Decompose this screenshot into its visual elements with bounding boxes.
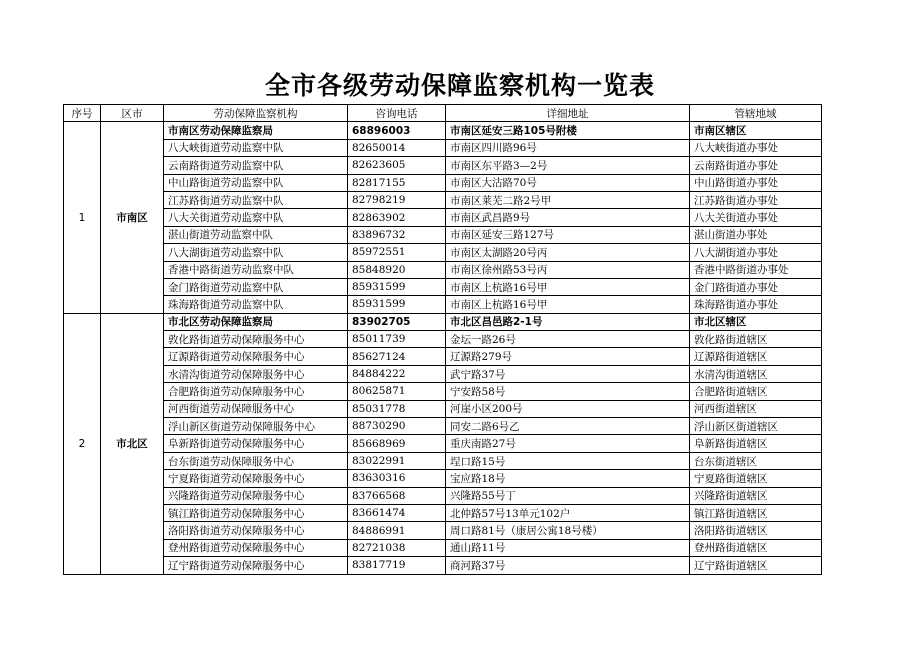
cell-address: 市南区东平路3—2号 <box>446 157 690 174</box>
table-body <box>64 122 822 574</box>
table-row <box>64 383 822 400</box>
cell-address: 商河路37号 <box>446 557 690 574</box>
cell-org: 辽源路街道劳动保障服务中心 <box>164 348 348 365</box>
cell-phone: 85931599 <box>348 278 446 295</box>
cell-org: 合肥路街道劳动保障服务中心 <box>164 383 348 400</box>
header-no: 序号 <box>64 105 101 122</box>
cell-area: 湛山街道办事处 <box>690 226 822 243</box>
cell-org: 珠海路街道劳动监察中队 <box>164 296 348 313</box>
page-title: 全市各级劳动保障监察机构一览表 <box>264 71 655 100</box>
cell-org: 登州路街道劳动保障服务中心 <box>164 539 348 556</box>
table-row <box>64 244 822 261</box>
cell-address: 市南区莱芜二路2号甲 <box>446 191 690 208</box>
group-number: 1 <box>64 122 101 313</box>
cell-area: 水清沟街道辖区 <box>690 365 822 382</box>
cell-area: 八大峡街道办事处 <box>690 139 822 156</box>
cell-org: 市南区劳动保障监察局 <box>164 122 348 139</box>
cell-area: 江苏路街道办事处 <box>690 191 822 208</box>
cell-phone: 85031778 <box>348 400 446 417</box>
table-row <box>64 470 822 487</box>
cell-address: 宁安路58号 <box>446 383 690 400</box>
cell-area: 香港中路街道办事处 <box>690 261 822 278</box>
table-row <box>64 435 822 452</box>
cell-org: 敦化路街道劳动保障服务中心 <box>164 331 348 348</box>
cell-phone: 82623605 <box>348 157 446 174</box>
cell-org: 金门路街道劳动监察中队 <box>164 278 348 295</box>
cell-address: 辽源路279号 <box>446 348 690 365</box>
cell-org: 河西街道劳动保障服务中心 <box>164 400 348 417</box>
table-row <box>64 522 822 539</box>
cell-org: 八大湖街道劳动监察中队 <box>164 244 348 261</box>
cell-org: 云南路街道劳动监察中队 <box>164 157 348 174</box>
cell-org: 江苏路街道劳动监察中队 <box>164 191 348 208</box>
cell-org: 水清沟街道劳动保障服务中心 <box>164 365 348 382</box>
cell-area: 八大关街道办事处 <box>690 209 822 226</box>
cell-address: 重庆南路27号 <box>446 435 690 452</box>
cell-org: 中山路街道劳动监察中队 <box>164 174 348 191</box>
cell-org: 镇江路街道劳动保障服务中心 <box>164 504 348 521</box>
cell-phone: 85972551 <box>348 244 446 261</box>
cell-area: 辽源路街道辖区 <box>690 348 822 365</box>
cell-org: 香港中路街道劳动监察中队 <box>164 261 348 278</box>
table-row <box>64 296 822 313</box>
cell-area: 金门路街道办事处 <box>690 278 822 295</box>
header-area: 管辖地域 <box>690 105 822 122</box>
cell-phone: 82721038 <box>348 539 446 556</box>
cell-phone: 83022991 <box>348 452 446 469</box>
table-row <box>64 557 822 574</box>
cell-address: 同安二路6号乙 <box>446 418 690 435</box>
cell-org: 洛阳路街道劳动保障服务中心 <box>164 522 348 539</box>
cell-area: 宁夏路街道辖区 <box>690 470 822 487</box>
table-row <box>64 209 822 226</box>
cell-area: 登州路街道辖区 <box>690 539 822 556</box>
cell-phone: 82650014 <box>348 139 446 156</box>
table-row <box>64 539 822 556</box>
table-row <box>64 348 822 365</box>
table-row <box>64 261 822 278</box>
cell-org: 台东街道劳动保障服务中心 <box>164 452 348 469</box>
header-phone: 咨询电话 <box>348 105 446 122</box>
cell-address: 市南区太湖路20号丙 <box>446 244 690 261</box>
cell-address: 周口路81号（康居公寓18号楼） <box>446 522 690 539</box>
cell-phone: 85848920 <box>348 261 446 278</box>
table-row <box>64 365 822 382</box>
table-row <box>64 504 822 521</box>
cell-phone: 83817719 <box>348 557 446 574</box>
table-row <box>64 191 822 208</box>
table-row <box>64 122 822 139</box>
cell-address: 宝应路18号 <box>446 470 690 487</box>
cell-phone: 85627124 <box>348 348 446 365</box>
cell-area: 镇江路街道辖区 <box>690 504 822 521</box>
cell-org: 八大峡街道劳动监察中队 <box>164 139 348 156</box>
table-row <box>64 487 822 504</box>
cell-area: 河西街道辖区 <box>690 400 822 417</box>
cell-address: 市南区武昌路9号 <box>446 209 690 226</box>
cell-address: 武宁路37号 <box>446 365 690 382</box>
cell-address: 金坛一路26号 <box>446 331 690 348</box>
cell-org: 八大关街道劳动监察中队 <box>164 209 348 226</box>
cell-address: 市南区延安三路127号 <box>446 226 690 243</box>
cell-phone: 83902705 <box>348 313 446 330</box>
table-row <box>64 418 822 435</box>
cell-area: 市北区辖区 <box>690 313 822 330</box>
cell-phone: 83630316 <box>348 470 446 487</box>
table-row <box>64 157 822 174</box>
table-header-row <box>64 105 822 122</box>
group-number: 2 <box>64 313 101 574</box>
group-district: 市北区 <box>101 313 164 574</box>
cell-area: 云南路街道办事处 <box>690 157 822 174</box>
cell-org: 宁夏路街道劳动保障服务中心 <box>164 470 348 487</box>
table-row <box>64 452 822 469</box>
cell-org: 兴隆路街道劳动保障服务中心 <box>164 487 348 504</box>
table-row <box>64 226 822 243</box>
cell-area: 洛阳路街道辖区 <box>690 522 822 539</box>
cell-phone: 88730290 <box>348 418 446 435</box>
cell-area: 中山路街道办事处 <box>690 174 822 191</box>
cell-address: 市南区徐州路53号丙 <box>446 261 690 278</box>
table-row <box>64 139 822 156</box>
cell-address: 市北区昌邑路2-1号 <box>446 313 690 330</box>
table-row <box>64 400 822 417</box>
cell-address: 埕口路15号 <box>446 452 690 469</box>
cell-address: 市南区延安三路105号附楼 <box>446 122 690 139</box>
cell-address: 市南区上杭路16号甲 <box>446 296 690 313</box>
table-row <box>64 313 822 330</box>
cell-area: 敦化路街道辖区 <box>690 331 822 348</box>
cell-phone: 85931599 <box>348 296 446 313</box>
cell-address: 北仲路57号13单元102户 <box>446 504 690 521</box>
cell-phone: 83661474 <box>348 504 446 521</box>
cell-address: 通山路11号 <box>446 539 690 556</box>
table-row <box>64 331 822 348</box>
cell-address: 市南区大沽路70号 <box>446 174 690 191</box>
supervision-table <box>63 104 822 575</box>
cell-address: 河崖小区200号 <box>446 400 690 417</box>
cell-org: 阜新路街道劳动保障服务中心 <box>164 435 348 452</box>
cell-phone: 83896732 <box>348 226 446 243</box>
cell-org: 市北区劳动保障监察局 <box>164 313 348 330</box>
cell-phone: 85668969 <box>348 435 446 452</box>
cell-phone: 68896003 <box>348 122 446 139</box>
cell-phone: 82863902 <box>348 209 446 226</box>
table-row <box>64 174 822 191</box>
cell-address: 市南区四川路96号 <box>446 139 690 156</box>
group-district: 市南区 <box>101 122 164 313</box>
header-org: 劳动保障监察机构 <box>164 105 348 122</box>
cell-phone: 84886991 <box>348 522 446 539</box>
cell-area: 辽宁路街道辖区 <box>690 557 822 574</box>
cell-area: 市南区辖区 <box>690 122 822 139</box>
cell-area: 台东街道辖区 <box>690 452 822 469</box>
cell-phone: 84884222 <box>348 365 446 382</box>
cell-area: 八大湖街道办事处 <box>690 244 822 261</box>
cell-phone: 80625871 <box>348 383 446 400</box>
cell-area: 阜新路街道辖区 <box>690 435 822 452</box>
cell-phone: 85011739 <box>348 331 446 348</box>
cell-org: 浮山新区街道劳动保障服务中心 <box>164 418 348 435</box>
cell-area: 珠海路街道办事处 <box>690 296 822 313</box>
header-district: 区市 <box>101 105 164 122</box>
cell-phone: 82798219 <box>348 191 446 208</box>
cell-area: 浮山新区街道辖区 <box>690 418 822 435</box>
cell-org: 湛山街道劳动监察中队 <box>164 226 348 243</box>
cell-org: 辽宁路街道劳动保障服务中心 <box>164 557 348 574</box>
cell-area: 兴隆路街道辖区 <box>690 487 822 504</box>
cell-phone: 82817155 <box>348 174 446 191</box>
cell-phone: 83766568 <box>348 487 446 504</box>
table-row <box>64 278 822 295</box>
cell-address: 市南区上杭路16号甲 <box>446 278 690 295</box>
header-address: 详细地址 <box>446 105 690 122</box>
cell-address: 兴隆路55号丁 <box>446 487 690 504</box>
cell-area: 合肥路街道辖区 <box>690 383 822 400</box>
